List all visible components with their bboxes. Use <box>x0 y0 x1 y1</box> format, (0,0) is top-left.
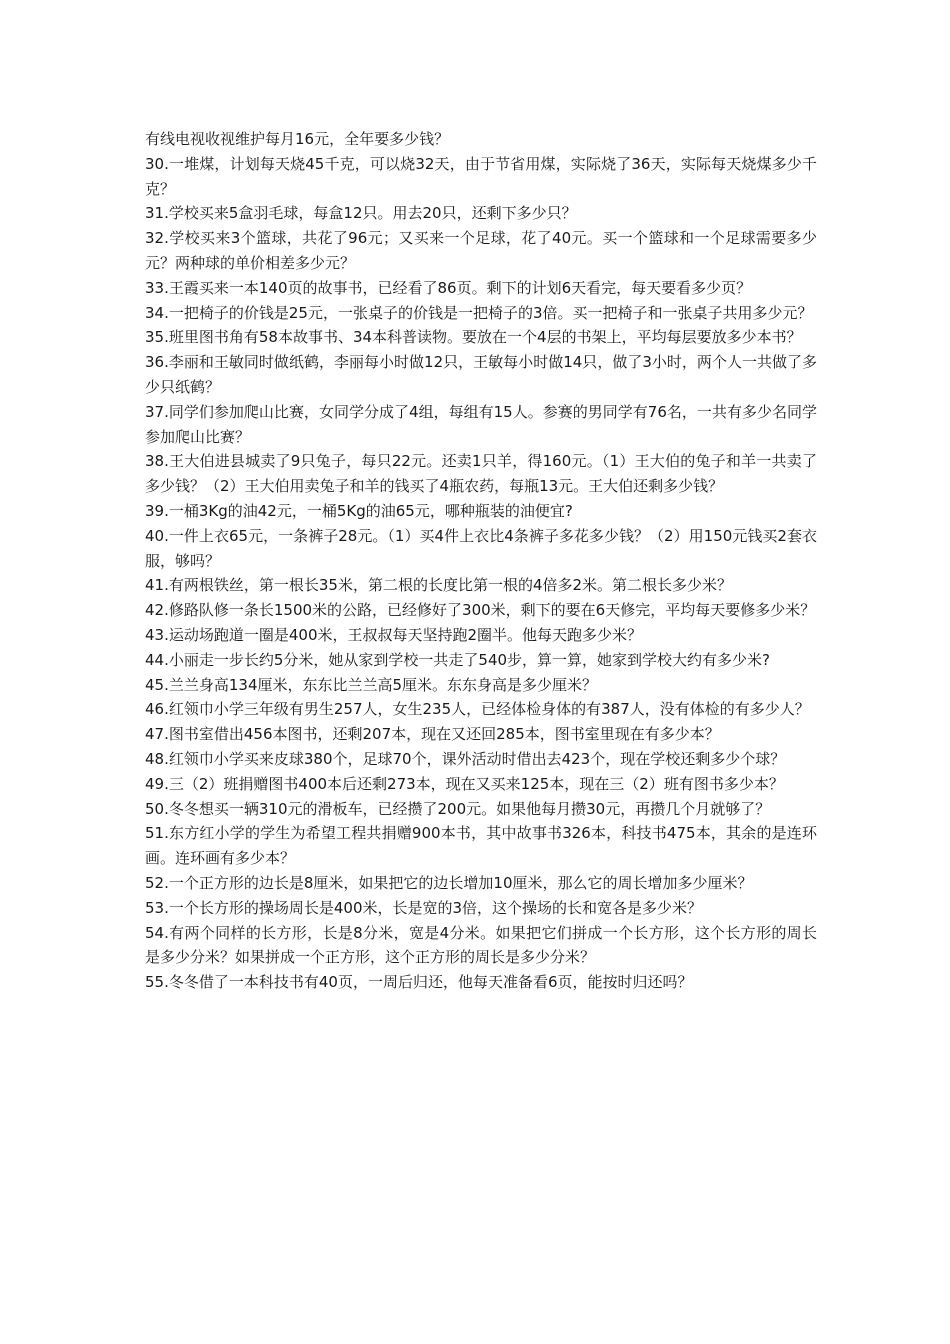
problem-42: 42.修路队修一条长1500米的公路，已经修好了300米，剩下的要在6天修完，平均每天要修多少米？ <box>145 601 816 620</box>
problem-40: 40.一件上衣65元，一条裤子28元。（1）买4件上衣比4条裤子多花多少钱？（2）用150元钱买2套衣服，够吗？ <box>145 526 817 570</box>
problem-53: 53.一个长方形的操场周长是400米，长是宽的3倍，这个操场的长和宽各是多少米？ <box>145 898 703 917</box>
problem-47: 47.图书室借出456本图书，还剩207本，现在又还回285本，图书室里现在有多少本？ <box>145 725 720 744</box>
problem-52: 52.一个正方形的边长是8厘米，如果把它的边长增加10厘米，那么它的周长增加多少厘米？ <box>145 873 753 892</box>
document-page <box>145 127 817 995</box>
problem-30: 30.一堆煤，计划每天烧45千克，可以烧32天，由于节省用煤，实际烧了36天，实际每天烧煤多少千克？ <box>145 154 817 198</box>
problem-32: 32.学校买来3个篮球，共花了96元；又买来一个足球，花了40元。买一个篮球和一个足球需要多少元？两种球的单价相差多少元？ <box>145 229 817 272</box>
problem-29-continued: 有线电视收视维护每月16元，全年要多少钱？ <box>145 130 450 148</box>
problem-50: 50.冬冬想买一辆310元的滑板车，已经攒了200元。如果他每月攒30元，再攒几个月就够了？ <box>145 799 771 818</box>
problem-39: 39.一桶3Kg的油42元，一桶5Kg的油65元，哪种瓶装的油便宜? <box>145 501 573 520</box>
problem-49: 49.三（2）班捐赠图书400本后还剩273本，现在又买来125本，现在三（2）班有图书多少本？ <box>145 774 784 793</box>
problem-36: 36.李丽和王敏同时做纸鹤，李丽每小时做12只，王敏每小时做14只，做了3小时，两个人一共做了多少只纸鹤？ <box>145 353 817 396</box>
problem-48: 48.红领巾小学买来皮球380个，足球70个，课外活动时借出去423个，现在学校还剩多少个球？ <box>145 749 786 768</box>
problem-35: 35.班里图书角有58本故事书、34本科普读物。要放在一个4层的书架上，平均每层要放多少本书？ <box>145 328 802 347</box>
problem-38: 38.王大伯进县城卖了9只兔子，每只22元。还卖1只羊，得160元。（1）王大伯的兔子和羊一共卖了多少钱？（2）王大伯用卖兔子和羊的钱买了4瓶农药，每瓶13元。王大伯还剩多少钱？ <box>145 452 817 496</box>
problem-51: 51.东方红小学的学生为希望工程共捐赠900本书，其中故事书326本，科技书475本，其余的是连环画。连环画有多少本？ <box>145 824 817 868</box>
problem-46: 46.红领巾小学三年级有男生257人，女生235人，已经体检身体的有387人，没有体检的有多少人？ <box>145 700 810 719</box>
problem-54: 54.有两个同样的长方形，长是8分米，宽是4分米。如果把它们拼成一个长方形，这个长方形的周长是多少分米？如果拼成一个正方形，这个正方形的周长是多少分米？ <box>145 923 817 967</box>
problem-41: 41.有两根铁丝，第一根长35米，第二根的长度比第一根的4倍多2米。第二根长多少米？ <box>145 576 733 595</box>
problem-33: 33.王霞买来一本140页的故事书，已经看了86页。剩下的计划6天看完，每天要看多少页？ <box>145 278 752 297</box>
problem-55: 55.冬冬借了一本科技书有40页，一周后归还，他每天准备看6页，能按时归还吗？ <box>145 973 693 992</box>
problem-34: 34.一把椅子的价钱是25元，一张桌子的价钱是一把椅子的3倍。买一把椅子和一张桌子共用多少元？ <box>145 303 813 322</box>
problem-44: 44.小丽走一步长约5分米，她从家到学校一共走了540步，算一算，她家到学校大约有多少米? <box>145 650 770 669</box>
problem-45: 45.兰兰身高134厘米，东东比兰兰高5厘米。东东身高是多少厘米？ <box>145 675 598 694</box>
problem-31: 31.学校买来5盒羽毛球，每盒12只。用去20只，还剩下多少只？ <box>145 204 577 223</box>
problem-37: 37.同学们参加爬山比赛，女同学分成了4组，每组有15人。参赛的男同学有76名，一共有多少名同学参加爬山比赛？ <box>145 402 817 446</box>
problem-43: 43.运动场跑道一圈是400米，王叔叔每天坚持跑2圈半。他每天跑多少米？ <box>145 625 643 644</box>
